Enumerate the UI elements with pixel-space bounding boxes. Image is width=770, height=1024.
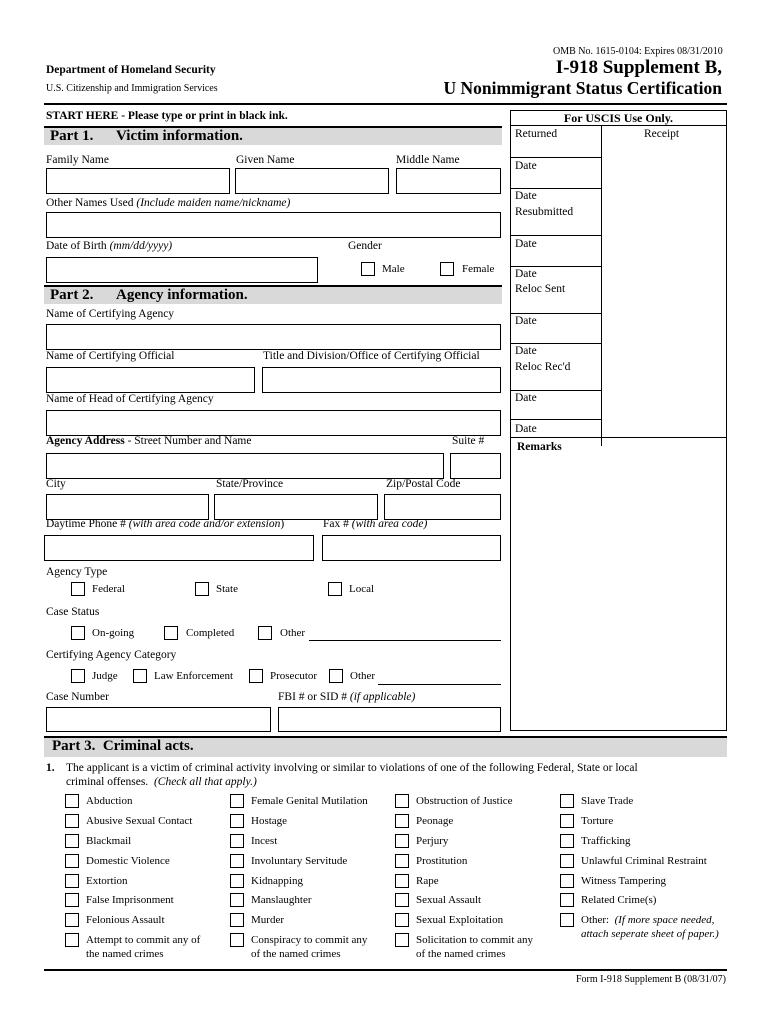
suite-field[interactable] (450, 453, 501, 479)
crime-checkbox-4-1[interactable] (560, 794, 574, 808)
uscis-rule-8 (511, 419, 601, 420)
dob-note: (mm/dd/yyyy) (109, 240, 173, 252)
uscis-rule-7 (511, 390, 601, 391)
other-category-checkbox[interactable] (329, 669, 343, 683)
state-province-field[interactable] (214, 494, 378, 520)
crime-label-line-a: Solicitation to commit any (416, 934, 534, 946)
q1-line1: The applicant is a victim of criminal activity involving or similar to violations of one of the following Federal, State or local (66, 762, 638, 774)
other-status-line[interactable] (309, 640, 501, 641)
fbi-field[interactable] (278, 707, 501, 732)
certifying-official-field[interactable] (46, 367, 255, 393)
ongoing-label: On-going (92, 627, 135, 639)
uscis-box (510, 110, 727, 731)
crime-label-4-5: Witness Tampering (581, 875, 667, 887)
crime-label-line-a: Conspiracy to commit any (251, 934, 368, 946)
crime-label-line-b: of the named crimes (251, 948, 341, 960)
crime-label-3-6: Sexual Assault (416, 894, 482, 906)
crime-label-1-5: Extortion (86, 875, 128, 887)
q1-line2-text: criminal offenses. (66, 776, 154, 788)
crime-checkbox-3-2[interactable] (395, 814, 409, 828)
crime-checkbox-1-3[interactable] (65, 834, 79, 848)
crime-checkbox-4-6[interactable] (560, 893, 574, 907)
crime-checkbox-2-7[interactable] (230, 913, 244, 927)
other-names-text: Other Names Used (46, 197, 137, 209)
phone-label (46, 518, 284, 530)
case-number-label: Case Number (46, 691, 109, 703)
judge-label: Judge (92, 670, 118, 682)
uscis-rule-2 (511, 188, 601, 189)
phone-close: ) (280, 518, 285, 530)
given-name-label: Given Name (236, 154, 295, 166)
zip-field[interactable] (384, 494, 501, 520)
crime-label-4-7 (581, 913, 719, 941)
start-here: START HERE - Please type or print in black ink. (46, 110, 288, 122)
part3-title: Part 3. Criminal acts. (52, 738, 194, 754)
agency-address-rest: - Street Number and Name (124, 435, 252, 447)
family-name-label: Family Name (46, 154, 109, 166)
crime-checkbox-4-5[interactable] (560, 874, 574, 888)
crime-checkbox-1-8[interactable] (65, 933, 79, 947)
street-field[interactable] (46, 453, 444, 479)
part1-number: Part 1. (50, 128, 94, 144)
crime-label-4-6: Related Crime(s) (581, 894, 657, 906)
crime-label-2-1: Female Genital Mutilation (251, 795, 368, 807)
fax-text: Fax # (323, 518, 352, 530)
uscis-date-7: Date (515, 392, 537, 404)
crime-label-2-7: Murder (251, 914, 284, 926)
dob-text: Date of Birth (46, 240, 110, 252)
middle-name-field[interactable] (396, 168, 501, 194)
crime-checkbox-2-3[interactable] (230, 834, 244, 848)
crime-checkbox-3-5[interactable] (395, 874, 409, 888)
uscis-date-3: Date (515, 238, 537, 250)
completed-checkbox[interactable] (164, 626, 178, 640)
law-enforcement-checkbox[interactable] (133, 669, 147, 683)
other-crime-note: (If more space needed, (614, 914, 715, 926)
uscis-returned: Returned (515, 128, 558, 140)
crime-checkbox-1-6[interactable] (65, 893, 79, 907)
part1-header (44, 126, 502, 145)
case-number-field[interactable] (46, 707, 271, 732)
dob-field[interactable] (46, 257, 318, 283)
crime-checkbox-3-6[interactable] (395, 893, 409, 907)
ongoing-checkbox[interactable] (71, 626, 85, 640)
header-rule (44, 103, 727, 105)
federal-label: Federal (92, 583, 125, 595)
crime-checkbox-4-7[interactable] (560, 913, 574, 927)
crime-checkbox-1-1[interactable] (65, 794, 79, 808)
agency-address-label (46, 435, 251, 447)
fax-label (323, 518, 427, 530)
family-name-field[interactable] (46, 168, 230, 194)
crime-checkbox-1-7[interactable] (65, 913, 79, 927)
suite-label: Suite # (452, 435, 485, 447)
state-province-label: State/Province (216, 478, 284, 490)
category-label: Certifying Agency Category (46, 649, 177, 661)
crime-label-3-3: Perjury (416, 835, 449, 847)
crime-checkbox-3-1[interactable] (395, 794, 409, 808)
male-checkbox[interactable] (361, 262, 375, 276)
part2-number: Part 2. (50, 287, 94, 303)
certifying-agency-label: Name of Certifying Agency (46, 308, 175, 320)
crime-label-line-b: the named crimes (86, 948, 164, 960)
crime-label-2-4: Involuntary Servitude (251, 855, 348, 867)
zip-label: Zip/Postal Code (386, 478, 461, 490)
crime-checkbox-2-6[interactable] (230, 893, 244, 907)
crime-label-1-3: Blackmail (86, 835, 132, 847)
case-status-label: Case Status (46, 606, 100, 618)
agency-subname: U.S. Citizenship and Immigration Services (46, 83, 218, 94)
crime-label-4-4: Unlawful Criminal Restraint (581, 855, 707, 867)
uscis-date-2: Date (515, 190, 537, 202)
crime-label-1-8 (86, 933, 200, 961)
q1-note: (Check all that apply.) (153, 776, 257, 788)
uscis-receipt: Receipt (644, 128, 680, 140)
title-division-field[interactable] (262, 367, 501, 393)
footer-rule (44, 969, 727, 971)
other-crime-note-2: attach seperate sheet of paper.) (581, 928, 719, 940)
phone-field[interactable] (44, 535, 314, 561)
omb-number: OMB No. 1615-0104: Expires 08/31/2010 (553, 46, 723, 57)
prosecutor-checkbox[interactable] (249, 669, 263, 683)
part1-title: Victim information. (116, 128, 243, 144)
fbi-text: FBI # or SID # (278, 691, 350, 703)
crime-checkbox-1-4[interactable] (65, 854, 79, 868)
crime-checkbox-3-8[interactable] (395, 933, 409, 947)
part2-header (44, 285, 502, 304)
uscis-rule-6 (511, 343, 601, 344)
crime-label-2-5: Kidnapping (251, 875, 303, 887)
uscis-remarks: Remarks (517, 441, 562, 453)
state-label: State (216, 583, 238, 595)
crime-label-3-4: Prostitution (416, 855, 468, 867)
uscis-date-6: Date (515, 345, 537, 357)
fax-note: (with area code) (351, 518, 428, 530)
crime-label-2-8 (251, 933, 367, 961)
uscis-rule-1 (511, 157, 601, 158)
uscis-reloc-sent: Reloc Sent (515, 283, 566, 295)
local-checkbox[interactable] (328, 582, 342, 596)
uscis-resubmitted: Resubmitted (515, 206, 574, 218)
crime-label-1-7: Felonious Assault (86, 914, 165, 926)
form-footer: Form I-918 Supplement B (08/31/07) (576, 974, 726, 985)
fbi-label (278, 691, 415, 703)
local-label: Local (349, 583, 375, 595)
phone-text: Daytime Phone # (46, 518, 129, 530)
crime-label-3-8 (416, 933, 533, 961)
federal-checkbox[interactable] (71, 582, 85, 596)
uscis-rule-5 (511, 313, 601, 314)
city-field[interactable] (46, 494, 209, 520)
other-names-label (46, 197, 290, 209)
uscis-title: For USCIS Use Only. (563, 111, 674, 125)
uscis-date-1: Date (515, 160, 537, 172)
phone-note: (with area code and/or extension (128, 518, 281, 530)
male-label: Male (382, 263, 405, 275)
crime-checkbox-3-7[interactable] (395, 913, 409, 927)
part3-header (44, 736, 727, 757)
head-agency-field[interactable] (46, 410, 501, 436)
uscis-reloc-recd: Reloc Rec'd (515, 361, 571, 373)
crime-label-1-4: Domestic Violence (86, 855, 170, 867)
other-category-line[interactable] (378, 684, 501, 685)
certifying-agency-field[interactable] (46, 324, 501, 350)
other-names-note: (Include maiden name/nickname) (136, 197, 291, 209)
gender-label: Gender (348, 240, 382, 252)
q1-number: 1. (46, 762, 55, 774)
crime-label-1-2: Abusive Sexual Contact (86, 815, 193, 827)
crime-label-2-6: Manslaughter (251, 894, 312, 906)
prosecutor-label: Prosecutor (270, 670, 318, 682)
form-title-line1: I-918 Supplement B, (555, 57, 722, 78)
crime-label-line-a: Attempt to commit any of (86, 934, 201, 946)
title-division-label: Title and Division/Office of Certifying Official (263, 350, 480, 362)
crime-label-4-2: Torture (581, 815, 614, 827)
crime-checkbox-2-5[interactable] (230, 874, 244, 888)
fbi-note: (if applicable) (349, 691, 416, 703)
uscis-date-4: Date (515, 268, 537, 280)
q1-line2 (66, 776, 257, 788)
given-name-field[interactable] (235, 168, 389, 194)
law-enforcement-label: Law Enforcement (154, 670, 234, 682)
state-checkbox[interactable] (195, 582, 209, 596)
agency-address-bold: Agency Address (46, 435, 125, 447)
crime-label-3-2: Peonage (416, 815, 454, 827)
certifying-official-label: Name of Certifying Official (46, 350, 175, 362)
completed-label: Completed (186, 627, 235, 639)
crime-checkbox-1-2[interactable] (65, 814, 79, 828)
uscis-rule-4 (511, 266, 601, 267)
crime-checkbox-3-3[interactable] (395, 834, 409, 848)
crime-label-2-2: Hostage (251, 815, 288, 827)
crime-checkbox-4-3[interactable] (560, 834, 574, 848)
uscis-date-5: Date (515, 315, 537, 327)
crime-checkbox-1-5[interactable] (65, 874, 79, 888)
crime-label-3-1: Obstruction of Justice (416, 795, 513, 807)
female-checkbox[interactable] (440, 262, 454, 276)
uscis-rule-9 (511, 437, 726, 438)
city-label: City (46, 478, 66, 490)
uscis-title-rule (511, 125, 726, 126)
crime-label-line-b: of the named crimes (416, 948, 506, 960)
crime-checkbox-2-4[interactable] (230, 854, 244, 868)
crime-label-4-1: Slave Trade (581, 795, 634, 807)
other-status-label: Other (280, 627, 306, 639)
uscis-col-divider (601, 126, 602, 446)
department-name: Department of Homeland Security (46, 64, 216, 76)
form-title-line2: U Nonimmigrant Status Certification (443, 78, 722, 98)
fax-field[interactable] (322, 535, 501, 561)
crime-label-1-1: Abduction (86, 795, 133, 807)
crime-label-3-7: Sexual Exploitation (416, 914, 504, 926)
judge-checkbox[interactable] (71, 669, 85, 683)
uscis-date-8: Date (515, 423, 537, 435)
crime-label-4-3: Trafficking (581, 835, 631, 847)
crime-checkbox-2-1[interactable] (230, 794, 244, 808)
crime-checkbox-2-2[interactable] (230, 814, 244, 828)
uscis-rule-3 (511, 235, 601, 236)
head-agency-label: Name of Head of Certifying Agency (46, 393, 214, 405)
other-category-label: Other (350, 670, 376, 682)
crime-checkbox-3-4[interactable] (395, 854, 409, 868)
crime-label-3-5: Rape (416, 875, 439, 887)
middle-name-label: Middle Name (396, 154, 460, 166)
other-status-checkbox[interactable] (258, 626, 272, 640)
dob-label (46, 240, 172, 252)
part2-title: Agency information. (116, 287, 248, 303)
crime-label-1-6: False Imprisonment (86, 894, 174, 906)
agency-type-label: Agency Type (46, 566, 108, 578)
other-crime-text: Other: (581, 914, 615, 926)
crime-label-2-3: Incest (251, 835, 278, 847)
crime-checkbox-4-2[interactable] (560, 814, 574, 828)
female-label: Female (462, 263, 495, 275)
crime-checkbox-4-4[interactable] (560, 854, 574, 868)
crime-checkbox-2-8[interactable] (230, 933, 244, 947)
other-names-field[interactable] (46, 212, 501, 238)
